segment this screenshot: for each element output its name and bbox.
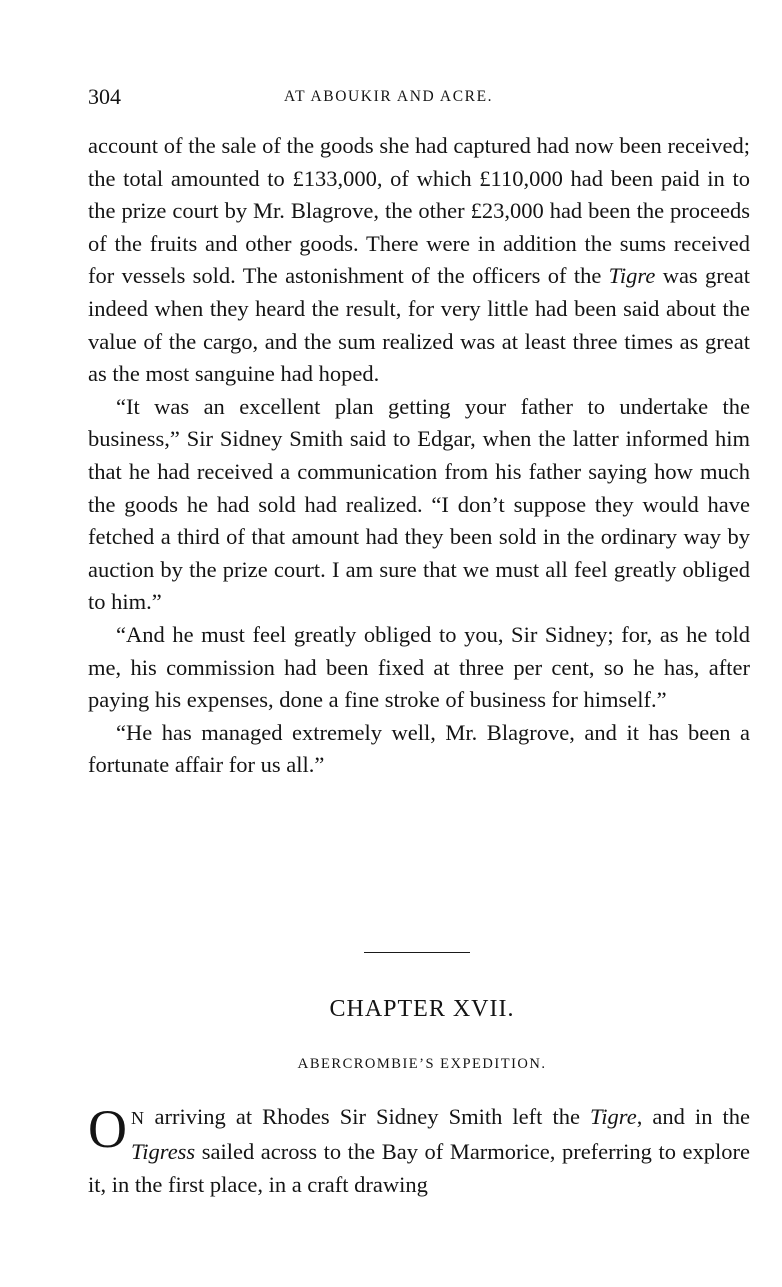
- paragraph: [88, 391, 750, 619]
- chapter-opening: [88, 1100, 750, 1201]
- chapter-opening-text: [88, 1099, 750, 1197]
- chapter-title: CHAPTER XVII.: [329, 996, 515, 1022]
- paragraph: [88, 130, 750, 391]
- running-title: AT ABOUKIR AND ACRE.: [284, 88, 494, 105]
- text-run: sailed across to the Bay of Marmorice, preferring to explore it, in the first place, in a craft drawing: [88, 1139, 750, 1197]
- chapter-subtitle-rest: BERCROMBIE’S EXPEDITION.: [309, 1056, 547, 1072]
- drop-cap-continuation: N: [131, 1108, 145, 1128]
- text-run: “And he must feel greatly obliged to you, Sir Sidney; for, as he told me, his commission had been fixed at three per cent, so he has, after paying his expenses, done a fine stroke of business for himself.”: [88, 621, 750, 713]
- text-run: , and in the: [636, 1104, 750, 1129]
- italic-text: Tigress: [131, 1139, 196, 1164]
- page-number: 304: [88, 84, 121, 109]
- text-run: was great indeed when they heard the result, for very little had been said about the value of the cargo, and the sum realized was at least three times as great as the most sanguine had hoped.: [88, 263, 750, 387]
- section-divider: [364, 952, 470, 953]
- paragraph: [88, 619, 750, 717]
- text-run: “It was an excellent plan getting your father to undertake the business,” Sir Sidney Smith said to Edgar, when the latter informed him that he had received a communication from his father saying how much the goods he had sold had realized. “I don’t suppose they would have fetched a third of that amount had they been sold in the ordinary way by auction by the prize court. I am sure that we must all feel greatly obliged to him.”: [88, 393, 750, 615]
- drop-cap: O: [88, 1099, 127, 1159]
- running-header: [88, 84, 750, 114]
- paragraph: [88, 717, 750, 782]
- text-run: “He has managed extremely well, Mr. Blagrove, and it has been a fortunate affair for us all.”: [88, 719, 750, 778]
- body-text: [88, 130, 750, 782]
- chapter-subtitle-initial: A: [297, 1056, 310, 1072]
- chapter-opening-paragraph: [88, 1100, 750, 1201]
- text-run: arriving at Rhodes Sir Sidney Smith left the: [144, 1104, 591, 1129]
- chapter-subtitle: [88, 1056, 750, 1073]
- italic-text: Tigre: [590, 1104, 637, 1129]
- italic-text: Tigre: [608, 263, 656, 289]
- text-run: account of the sale of the goods she had captured had now been received; the total amounted to £133,000, of which £110,000 had been paid in to the prize court by Mr. Blagrove, the other £23,000 had been the proceeds of the fruits and other goods. There were in addition the sums received for vessels sold. The astonishment of the officers of the: [88, 133, 750, 289]
